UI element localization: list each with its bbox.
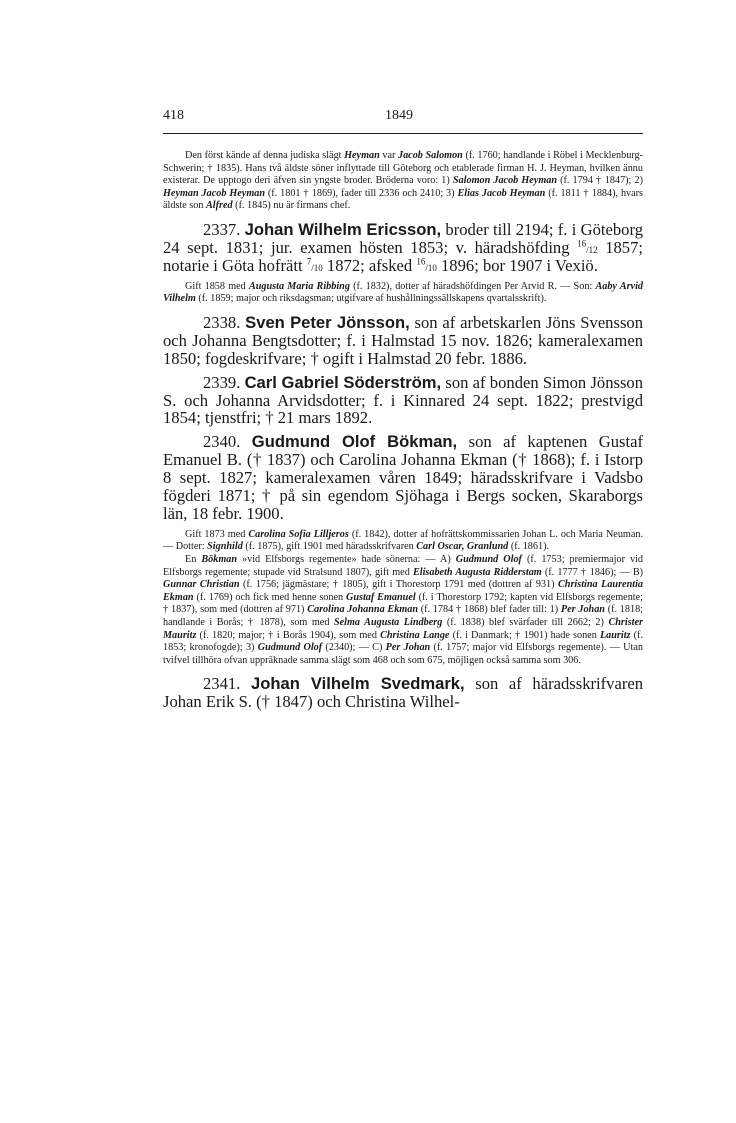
person-name: Selma Augusta Lindberg xyxy=(333,617,443,628)
entry-2340: 2340. Gudmund Olof Bökman, son af kaptenen Gustaf Emanuel B. († 1837) och Carolina Johanna Ekman († 1868); f. i Istorp 8 sept. 1827; kameralexamen våren 1849; häradsskrifvare i Vadsbo fögderi 1871; † på sin egendom Sjöhaga i Bergs socken, Skaraborgs län, 18 febr. 1900. xyxy=(163,432,643,523)
person-name: Per Johan xyxy=(385,642,431,654)
entry-number: 2341. xyxy=(203,674,241,694)
entry-name: Johan Wilhelm Ericsson, xyxy=(244,219,442,239)
person-name: Gunnar Christian xyxy=(163,579,240,591)
entry-name: Johan Vilhelm Svedmark, xyxy=(250,674,465,694)
entry-2337: 2337. Johan Wilhelm Ericsson, broder till 2194; f. i Göteborg 24 sept. 1831; jur. examen hösten 1853; v. häradshöfding $^{16}$/12 1857; notarie i Göta hofrätt $^7$/10 1872; afsked $^{16}$/10 1896; bor 1907 i Vexiö. xyxy=(163,219,643,275)
person-name: Augusta Maria Ribbing xyxy=(248,280,350,292)
book-page xyxy=(163,108,643,717)
person-name: Gudmund Olof xyxy=(257,642,323,654)
person-name: Christina Laurentia Ekman xyxy=(163,579,643,603)
family-name: Heyman xyxy=(344,150,380,161)
entry-number: 2339. xyxy=(203,372,241,392)
person-name: Gudmund Olof xyxy=(455,554,522,566)
entry-number: 2337. xyxy=(203,219,241,239)
entry-name: Carl Gabriel Söderström, xyxy=(244,372,442,392)
person-name: Christina Lange xyxy=(380,629,450,641)
entry-2340-note-marriage: Gift 1873 med Carolina Sofia Lilljeros (f. 1842), dotter af hofrättskommissarien Johan L. och Maria Neuman. — Dotter: Signhild (f. 1875), gift 1901 med häradsskrifvaren Carl Oscar, Granlund (f. 1861). xyxy=(163,528,643,553)
entry-number: 2340. xyxy=(203,432,241,452)
person-name: Heyman Jacob Heyman xyxy=(163,187,266,199)
person-name: Aaby Arvid Vilhelm xyxy=(163,280,643,305)
entry-name: Gudmund Olof Bökman, xyxy=(251,432,458,452)
person-name: Carolina Johanna Ekman xyxy=(307,604,418,616)
entry-name: Sven Peter Jönsson, xyxy=(245,312,410,332)
person-name: Carolina Sofia Lilljeros xyxy=(248,528,349,540)
family-name: Bökman xyxy=(201,554,238,566)
person-name: Salomon Jacob Heyman xyxy=(452,175,558,187)
header-rule xyxy=(163,133,643,134)
person-name: Lauritz xyxy=(599,629,631,641)
entry-2338: 2338. Sven Peter Jönsson, son af arbetskarlen Jöns Svensson och Johanna Bengtsdotter; f. i Halmstad 15 nov. 1826; kameralexamen 1850; fogdeskrifvare; † ogift i Halmstad 20 febr. 1886. xyxy=(163,312,643,368)
entry-2337-note: Gift 1858 med Augusta Maria Ribbing (f. 1832), dotter af häradshöfdingen Per Arvid R. — Son: Aaby Arvid Vilhelm (f. 1859; major och riksdagsman; utgifvare af hushållningssällskapens qvartalsskrift). xyxy=(163,280,643,305)
person-name: Signhild xyxy=(207,541,243,553)
person-name: Carl Oscar, Granlund xyxy=(416,541,509,553)
entry-2340-note-family: En Bökman »vid Elfsborgs regemente» hade sönerna: — A) Gudmund Olof (f. 1753; premiermajor vid Elfsborgs regemente; stupade vid Stralsund 1807), gift med Elisabeth Augusta Ridderstam (f. 1777 † 1846); — B) Gunnar Christian (f. 1756; jägmästare; † 1805), gift i Thorestorp 1791 med (dottren af 931) Christina Laurentia Ekman (f. 1769) och fick med henne sonen Gustaf Emanuel (f. i Thorestorp 1792; kapten vid Elfsborgs regemente; † 1837), som med (dottren af 971) Carolina Johanna Ekman (f. 1784 † 1868) blef fader till: 1) Per Johan (f. 1818; handlande i Borås; † 1878), som med Selma Augusta Lindberg (f. 1838) blef svärfader till 2662; 2) Christer Mauritz (f. 1820; major; † i Borås 1904), som med Christina Lange (f. i Danmark; † 1901) hade sonen Lauritz (f. 1853; kronofogde); 3) Gudmund Olof (2340); — C) Per Johan (f. 1757; major vid Elfsborgs regemente). — Utan tvifvel tillhöra ofvan uppräknade samma slägt som 468 och som 675, möjligen också samma som 306. xyxy=(163,554,644,666)
person-name: Gustaf Emanuel xyxy=(345,591,416,603)
person-name: Per Johan xyxy=(560,604,605,616)
person-name: Jacob Salomon xyxy=(397,150,463,161)
page-number: 418 xyxy=(163,108,184,123)
person-name: Christer Mauritz xyxy=(163,617,643,641)
intro-note: Den först kände af denna judiska slägt Heyman var Jacob Salomon (f. 1760; handlande i Röbel i Mecklenburg-Schwerin; † 1835). Hans två äldste söner inflyttade till Göteborg och etablerade firman H. J. Heyman, hvilken ännu existerar. De upptogo deri äfven sin yngste broder. Bröderna voro: 1) Salomon Jacob Heyman (f. 1794 † 1847); 2) Heyman Jacob Heyman (f. 1801 † 1869), fader till 2336 och 2410; 3) Elias Jacob Heyman (f. 1811 † 1884), hvars äldste son Alfred (f. 1845) nu är firmans chef. xyxy=(163,150,644,212)
entry-2339: 2339. Carl Gabriel Söderström, son af bonden Simon Jönsson S. och Johanna Arvidsdotter; f. i Kinnared 24 sept. 1822; prestvigd 1854; tjenstfri; † 21 mars 1892. xyxy=(163,372,644,428)
person-name: Alfred xyxy=(206,200,233,212)
page-header xyxy=(163,108,643,128)
person-name: Elisabeth Augusta Ridderstam xyxy=(412,566,542,578)
person-name: Elias Jacob Heyman xyxy=(457,187,546,199)
entry-2341: 2341. Johan Vilhelm Svedmark, son af häradsskrifvaren Johan Erik S. († 1847) och Christina Wilhel- xyxy=(163,674,644,712)
entry-number: 2338. xyxy=(203,312,241,332)
running-head-year: 1849 xyxy=(385,108,413,123)
